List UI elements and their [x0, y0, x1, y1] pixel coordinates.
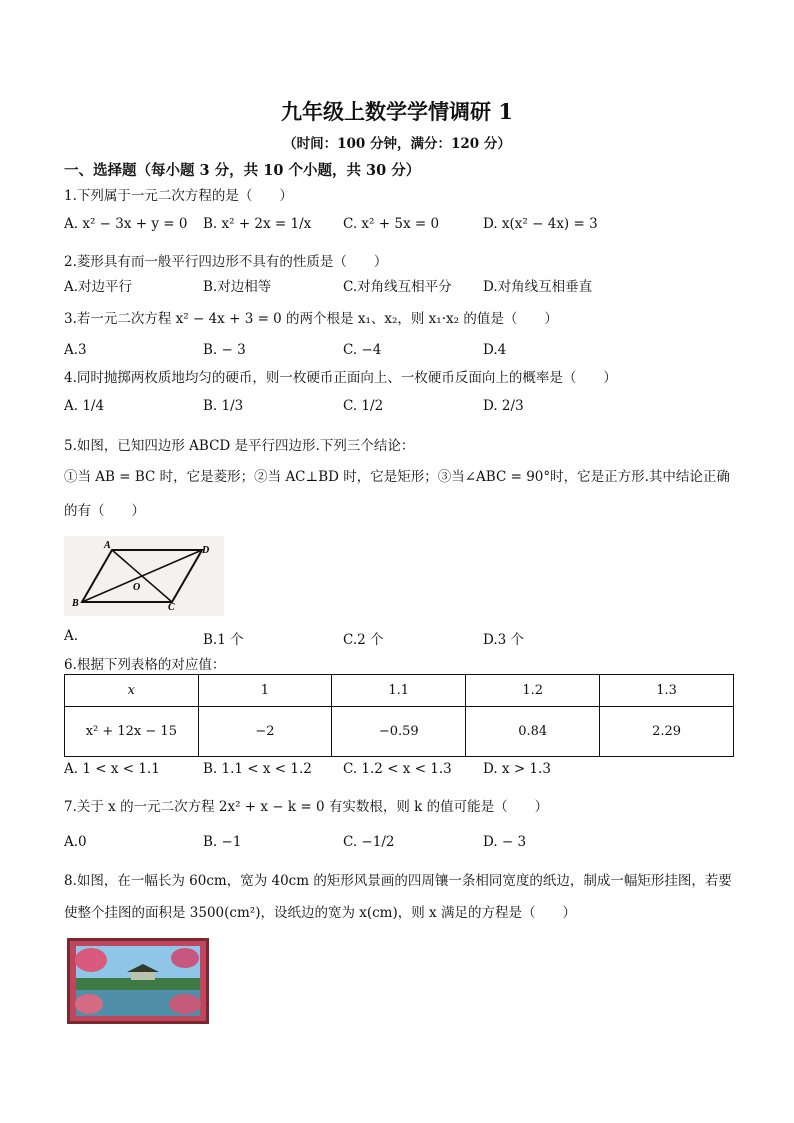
- question-1-option-c[interactable]: C. x² + 5x = 0: [343, 216, 440, 232]
- table-cell: 0.84: [466, 707, 600, 757]
- question-4-option-b[interactable]: B. 1/3: [203, 398, 244, 414]
- figure-label-c: C: [168, 602, 175, 613]
- question-4-option-d[interactable]: D. 2/3: [483, 398, 524, 414]
- question-7-stem: 7.关于 x 的一元二次方程 2x² + x − k = 0 有实数根，则 k 的值可能是（ ）: [64, 799, 549, 815]
- question-5-prompt: 的有（ ）: [64, 503, 145, 519]
- question-2-option-b[interactable]: B.对边相等: [203, 279, 272, 295]
- exam-info: （时间：100 分钟，满分：120 分）: [283, 136, 511, 152]
- question-6-stem: 6.根据下列表格的对应值：: [64, 657, 226, 673]
- question-1-option-a[interactable]: A. x² − 3x + y = 0: [64, 216, 188, 232]
- table-cell: 2.29: [600, 707, 734, 757]
- values-table: [64, 674, 734, 757]
- question-6-option-d[interactable]: D. x > 1.3: [483, 761, 551, 777]
- question-3-stem: 3.若一元二次方程 x² − 4x + 3 = 0 的两个根是 x₁、x₂，则 x₁·x₂ 的值是（ ）: [64, 311, 558, 327]
- figure-label-d: D: [202, 545, 210, 556]
- page-title: 九年级上数学学情调研 1: [281, 99, 513, 124]
- landscape-painting-image: [67, 938, 209, 1024]
- question-5-conditions: ①当 AB = BC 时，它是菱形；②当 AC⊥BD 时，它是矩形；③当∠ABC = 90°时，它是正方形.其中结论正确: [64, 469, 730, 485]
- question-2-option-c[interactable]: C.对角线互相平分: [343, 279, 452, 295]
- parallelogram-figure: [64, 536, 224, 616]
- question-2-option-d[interactable]: D.对角线互相垂直: [483, 279, 593, 295]
- figure-label-o: O: [133, 582, 141, 593]
- figure-label-a: A: [104, 540, 111, 551]
- question-6-option-a[interactable]: A. 1 < x < 1.1: [64, 761, 160, 777]
- question-1-option-b[interactable]: B. x² + 2x = 1/x: [203, 216, 312, 232]
- question-4-option-c[interactable]: C. 1/2: [343, 398, 384, 414]
- question-5-option-d[interactable]: D.3 个: [483, 632, 525, 648]
- question-3-option-d[interactable]: D.4: [483, 342, 507, 358]
- figure-label-b: B: [72, 598, 79, 609]
- question-7-option-b[interactable]: B. −1: [203, 834, 242, 850]
- table-row: [65, 675, 734, 707]
- table-cell: −2: [198, 707, 332, 757]
- question-4-option-a[interactable]: A. 1/4: [64, 398, 105, 414]
- question-2-stem: 2.菱形具有而一般平行四边形不具有的性质是（ ）: [64, 254, 388, 270]
- question-5-option-c[interactable]: C.2 个: [343, 632, 384, 648]
- question-3-option-a[interactable]: A.3: [64, 342, 87, 358]
- section-heading: 一、选择题（每小题 3 分，共 10 个小题，共 30 分）: [64, 162, 421, 179]
- question-6-option-c[interactable]: C. 1.2 < x < 1.3: [343, 761, 452, 777]
- question-2-option-a[interactable]: A.对边平行: [64, 279, 133, 295]
- table-cell: −0.59: [332, 707, 466, 757]
- question-3-option-c[interactable]: C. −4: [343, 342, 382, 358]
- question-5-option-a[interactable]: A.: [64, 628, 79, 644]
- question-8-stem: 8.如图，在一幅长为 60cm，宽为 40cm 的矩形风景画的四周镶一条相同宽度的纸边，制成一幅矩形挂图，若要: [64, 873, 732, 889]
- question-4-stem: 4.同时抛掷两枚质地均匀的硬币，则一枚硬币正面向上、一枚硬币反面向上的概率是（ ）: [64, 370, 617, 386]
- table-row: [65, 707, 734, 757]
- question-7-option-a[interactable]: A.0: [64, 834, 87, 850]
- table-cell: 1.3: [600, 675, 734, 707]
- table-cell: 1.2: [466, 675, 600, 707]
- question-8-prompt: 使整个挂图的面积是 3500(cm²)，设纸边的宽为 x(cm)，则 x 满足的方程是（ ）: [64, 905, 576, 921]
- table-cell: 1: [198, 675, 332, 707]
- table-cell: 1.1: [332, 675, 466, 707]
- question-3-option-b[interactable]: B. − 3: [203, 342, 246, 358]
- table-cell: x² + 12x − 15: [65, 707, 199, 757]
- question-1-option-d[interactable]: D. x(x² − 4x) = 3: [483, 216, 598, 232]
- question-7-option-c[interactable]: C. −1/2: [343, 834, 395, 850]
- table-cell: x: [65, 675, 199, 707]
- question-7-option-d[interactable]: D. − 3: [483, 834, 527, 850]
- question-1-stem: 1.下列属于一元二次方程的是（ ）: [64, 188, 293, 204]
- question-5-stem: 5.如图，已知四边形 ABCD 是平行四边形.下列三个结论：: [64, 438, 415, 454]
- question-6-option-b[interactable]: B. 1.1 < x < 1.2: [203, 761, 312, 777]
- question-5-option-b[interactable]: B.1 个: [203, 632, 244, 648]
